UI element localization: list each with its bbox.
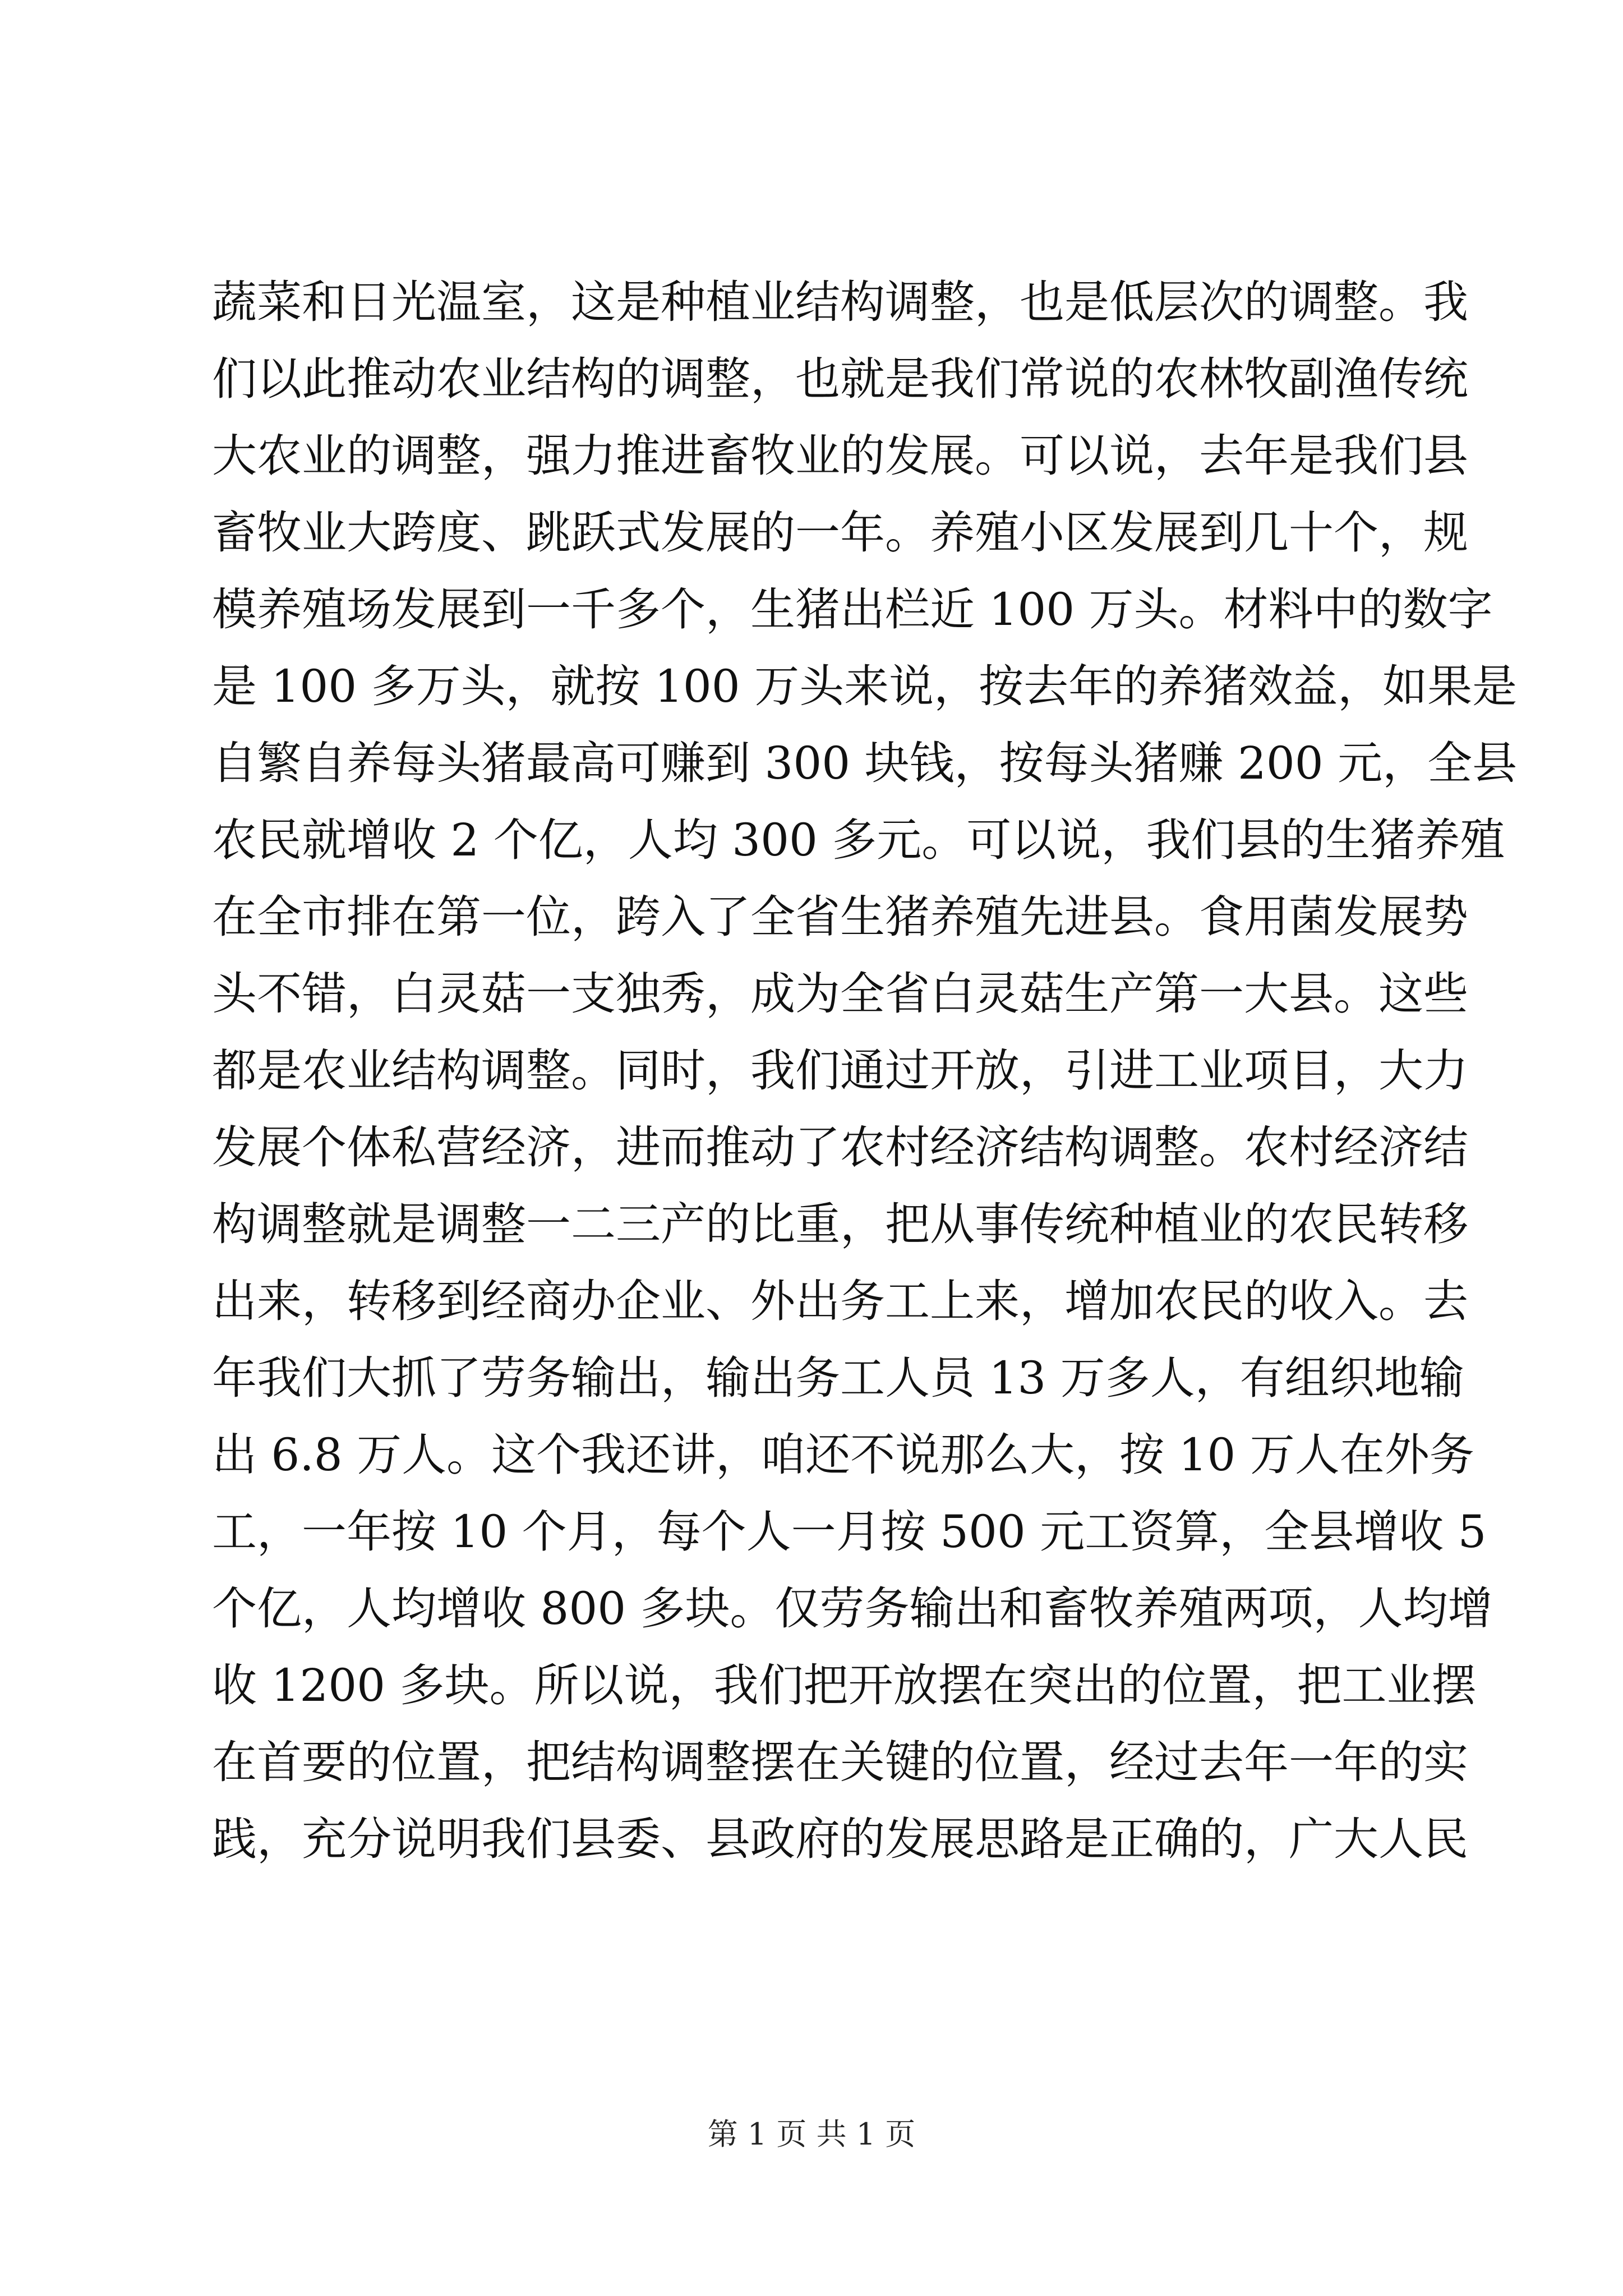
text-line: 构调整就是调整一二三产的比重，把从事传统种植业的农民转移 bbox=[212, 1198, 1468, 1250]
text-line: 农民就增收 2 个亿，人均 300 多元。可以说，我们县的生猪养殖 bbox=[212, 814, 1505, 866]
text-line: 头不错，白灵菇一支独秀，成为全省白灵菇生产第一大县。这些 bbox=[212, 968, 1468, 1020]
page-number-label: 第 1 页 共 1 页 bbox=[707, 2116, 916, 2152]
text-line: 都是农业结构调整。同时，我们通过开放，引进工业项目，大力 bbox=[212, 1045, 1468, 1097]
text-line: 践，充分说明我们县委、县政府的发展思路是正确的，广大人民 bbox=[212, 1813, 1468, 1865]
text-line: 们以此推动农业结构的调整，也就是我们常说的农林牧副渔传统 bbox=[212, 353, 1468, 405]
text-line: 模养殖场发展到一千多个，生猪出栏近 100 万头。材料中的数字 bbox=[212, 583, 1493, 636]
text-line: 是 100 多万头，就按 100 万头来说，按去年的养猪效益，如果是 bbox=[212, 660, 1518, 712]
page-footer bbox=[0, 2115, 1623, 2154]
text-line: 出 6.8 万人。这个我还讲，咱还不说那么大，按 10 万人在外务 bbox=[212, 1429, 1474, 1481]
text-line: 在首要的位置，把结构调整摆在关键的位置，经过去年一年的实 bbox=[212, 1736, 1468, 1788]
text-line: 工，一年按 10 个月，每个人一月按 500 元工资算，全县增收 5 bbox=[212, 1506, 1487, 1558]
text-line: 大农业的调整，强力推进畜牧业的发展。可以说，去年是我们县 bbox=[212, 430, 1468, 482]
text-line: 个亿，人均增收 800 多块。仅劳务输出和畜牧养殖两项，人均增 bbox=[212, 1582, 1493, 1635]
text-line: 蔬菜和日光温室，这是种植业结构调整，也是低层次的调整。我 bbox=[212, 276, 1468, 328]
text-line: 收 1200 多块。所以说，我们把开放摆在突出的位置，把工业摆 bbox=[212, 1659, 1477, 1711]
text-line: 出来，转移到经商办企业、外出务工上来，增加农民的收入。去 bbox=[212, 1275, 1468, 1327]
text-line: 自繁自养每头猪最高可赚到 300 块钱，按每头猪赚 200 元，全县 bbox=[212, 737, 1518, 789]
text-line: 年我们大抓了劳务输出，输出务工人员 13 万多人，有组织地输 bbox=[212, 1352, 1464, 1404]
body-text bbox=[212, 264, 1518, 1878]
text-line: 畜牧业大跨度、跳跃式发展的一年。养殖小区发展到几十个，规 bbox=[212, 507, 1468, 559]
text-line: 发展个体私营经济，进而推动了农村经济结构调整。农村经济结 bbox=[212, 1121, 1468, 1174]
text-line: 在全市排在第一位，跨入了全省生猪养殖先进县。食用菌发展势 bbox=[212, 891, 1468, 943]
